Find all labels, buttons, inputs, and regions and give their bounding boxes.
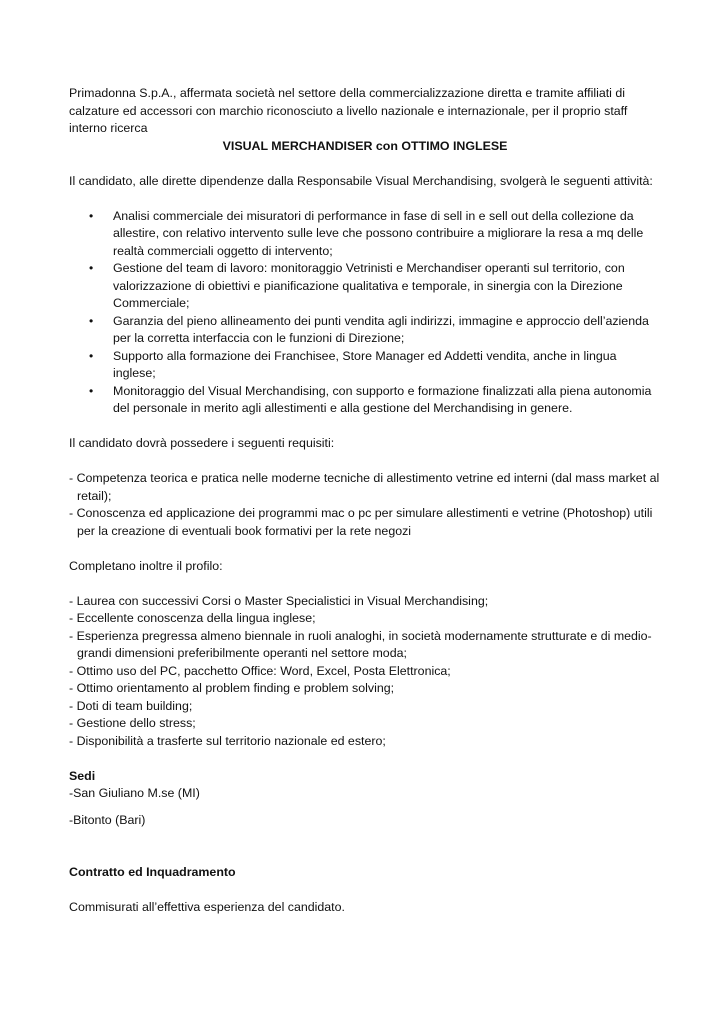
list-item: - Competenza teorica e pratica nelle moderne tecniche di allestimento vetrine ed interni (dal mass market al retail);	[69, 471, 660, 503]
list-item: - Conoscenza ed applicazione dei programmi mac o pc per simulare allestimenti e vetrine (Photoshop) utili per la creazione di eventuali book formativi per la rete negozi	[69, 506, 653, 538]
list-item: - Esperienza pregressa almeno biennale in ruoli analoghi, in società modernamente strutturate e di medio-grandi dimensioni preferibilmente operanti nel settore moda;	[69, 628, 652, 660]
bullet-icon: •	[89, 313, 94, 328]
bullet-icon: •	[89, 261, 94, 275]
list-item: - Ottimo orientamento al problem finding e problem solving;	[69, 681, 395, 695]
list-item: • Gestione del team di lavoro: monitoraggio Vetrinisti e Merchandiser operanti sul territorio, con valorizzazione di obiettivi e pianificazione qualitativa e temporale, in sinergia con la Direzione Commerciale;	[89, 261, 625, 310]
job-title: VISUAL MERCHANDISER con OTTIMO INGLESE	[222, 138, 508, 153]
list-item: - Laurea con successivi Corsi o Master Specialistici in Visual Merchandising;	[69, 593, 489, 608]
list-item: • Monitoraggio del Visual Merchandising, con supporto e formazione finalizzati alla piena autonomia del personale in merito agli allestimenti e alla gestione del Merchandising in genere.	[89, 383, 652, 415]
location-item: -San Giuliano M.se (MI)	[69, 786, 200, 800]
locations-heading: Sedi	[69, 768, 96, 783]
location-item: -Bitonto (Bari)	[69, 812, 146, 827]
profile-list	[69, 593, 661, 751]
bullet-icon: •	[89, 208, 94, 223]
list-item: • Supporto alla formazione dei Franchisee, Store Manager ed Addetti vendita, anche in lingua inglese;	[89, 348, 617, 380]
requirements-list	[69, 470, 661, 540]
list-item: - Disponibilità a trasferte sul territorio nazionale ed estero;	[69, 733, 386, 748]
bullet-icon: •	[89, 348, 94, 363]
activities-list	[69, 208, 661, 418]
contract-heading: Contratto ed Inquadramento	[69, 865, 236, 879]
list-item: - Gestione dello stress;	[69, 716, 196, 730]
activities-intro: Il candidato, alle dirette dipendenze dalla Responsabile Visual Merchandising, svolgerà le seguenti attività:	[69, 173, 653, 188]
list-item: - Doti di team building;	[69, 698, 193, 713]
list-item: • Analisi commerciale dei misuratori di performance in fase di sell in e sell out della collezione da allestire, con relativo intervento sulle leve che possono contribuire a migliorare la resa a mq delle realtà commerciali oggetto di intervento;	[89, 208, 644, 258]
list-item: - Ottimo uso del PC, pacchetto Office: Word, Excel, Posta Elettronica;	[69, 663, 451, 678]
profile-intro: Completano inoltre il profilo:	[69, 558, 223, 573]
intro-paragraph: Primadonna S.p.A., affermata società nel settore della commercializzazione diretta e tramite affiliati di calzature ed accessori con marchio riconosciuto a livello nazionale e internazionale, per il proprio staff interno ricerca	[69, 86, 628, 135]
document-page	[69, 85, 661, 917]
requirements-intro: Il candidato dovrà possedere i seguenti requisiti:	[69, 436, 335, 450]
list-item: • Garanzia del pieno allineamento dei punti vendita agli indirizzi, immagine e approccio dell’azienda per la corretta interfaccia con le funzioni di Direzione;	[89, 313, 649, 345]
bullet-icon: •	[89, 383, 94, 398]
contract-text: Commisurati all’effettiva esperienza del candidato.	[69, 900, 345, 914]
list-item: - Eccellente conoscenza della lingua inglese;	[69, 611, 316, 625]
